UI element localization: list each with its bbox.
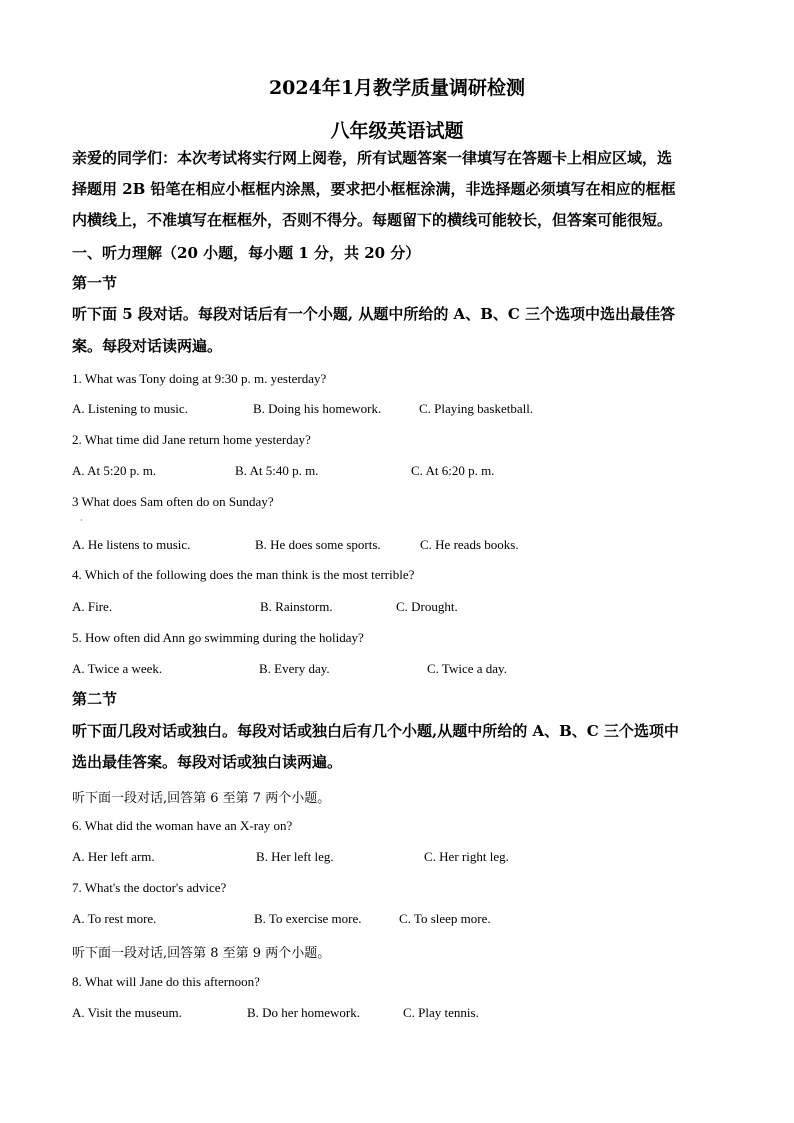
question-8-option-c: C. Play tennis. [403,1005,479,1020]
question-2-option-b: B. At 5:40 p. m. [235,463,319,478]
section2-directions-line-2: 选出最佳答案。每段对话或独白读两遍。 [72,753,343,771]
question-6-option-b: B. Her left leg. [256,849,334,864]
question-4-option-c: C. Drought. [396,599,458,614]
section1-directions-line-2: 案。每段对话读两遍。 [72,337,223,355]
question-7-stem: 7. What's the doctor's advice? [72,880,227,895]
exam-subtitle: 八年级英语试题 [330,120,464,142]
question-7-option-c: C. To sleep more. [399,911,491,926]
stray-mark: · [80,516,83,525]
question-5-option-a: A. Twice a week. [72,661,163,676]
question-8-option-a: A. Visit the museum. [72,1005,182,1020]
question-3-option-b: B. He does some sports. [255,537,381,552]
question-6-option-c: C. Her right leg. [424,849,509,864]
question-3-stem: 3 What does Sam often do on Sunday? [72,494,274,509]
instructions-line-2: 择题用 2B 铅笔在相应小框框内涂黑，要求把小框框涂满，非选择题必须填写在相应的框框 [72,180,676,198]
question-4-stem: 4. Which of the following does the man think is the most terrible? [72,567,415,582]
question-4-option-b: B. Rainstorm. [260,599,333,614]
question-4-option-a: A. Fire. [72,599,113,614]
section2-directions-line-1: 听下面几段对话或独白。每段对话或独白后有几个小题,从题中所给的 A、B、C 三个选项中 [72,722,679,740]
question-2-option-c: C. At 6:20 p. m. [411,463,495,478]
section1-heading: 第一节 [72,274,118,292]
part1-heading: 一、听力理解（20 小题，每小题 1 分，共 20 分） [72,244,421,262]
question-8-option-b: B. Do her homework. [247,1005,361,1020]
question-3-option-c: C. He reads books. [420,537,519,552]
question-1-option-b: B. Doing his homework. [253,401,382,416]
question-6-option-a: A. Her left arm. [72,849,155,864]
section2-heading: 第二节 [72,690,118,708]
question-6-stem: 6. What did the woman have an X-ray on? [72,818,293,833]
instructions-line-1: 亲爱的同学们：本次考试将实行网上阅卷，所有试题答案一律填写在答题卡上相应区域，选 [72,149,673,167]
section1-directions-line-1: 听下面 5 段对话。每段对话后有一个小题, 从题中所给的 A、B、C 三个选项中选出最佳答 [72,305,676,323]
question-2-stem: 2. What time did Jane return home yesterday? [72,432,311,447]
question-5-option-c: C. Twice a day. [427,661,507,676]
question-8-stem: 8. What will Jane do this afternoon? [72,974,260,989]
question-5-stem: 5. How often did Ann go swimming during the holiday? [72,630,364,645]
question-5-option-b: B. Every day. [259,661,330,676]
instructions-line-3: 内横线上，不准填写在框框外，否则不得分。每题留下的横线可能较长，但答案可能很短。 [72,211,673,229]
question-7-option-b: B. To exercise more. [254,911,362,926]
section2-subdirection-2: 听下面一段对话,回答第 8 至第 9 两个小题。 [72,946,331,961]
section2-subdirection-1: 听下面一段对话,回答第 6 至第 7 两个小题。 [72,791,331,806]
question-1-stem: 1. What was Tony doing at 9:30 p. m. yesterday? [72,371,327,386]
question-2-option-a: A. At 5:20 p. m. [72,463,157,478]
exam-title: 2024年1月教学质量调研检测 [268,77,526,99]
question-3-option-a: A. He listens to music. [72,537,191,552]
question-7-option-a: A. To rest more. [72,911,157,926]
question-1-option-a: A. Listening to music. [72,401,188,416]
question-1-option-c: C. Playing basketball. [419,401,534,416]
